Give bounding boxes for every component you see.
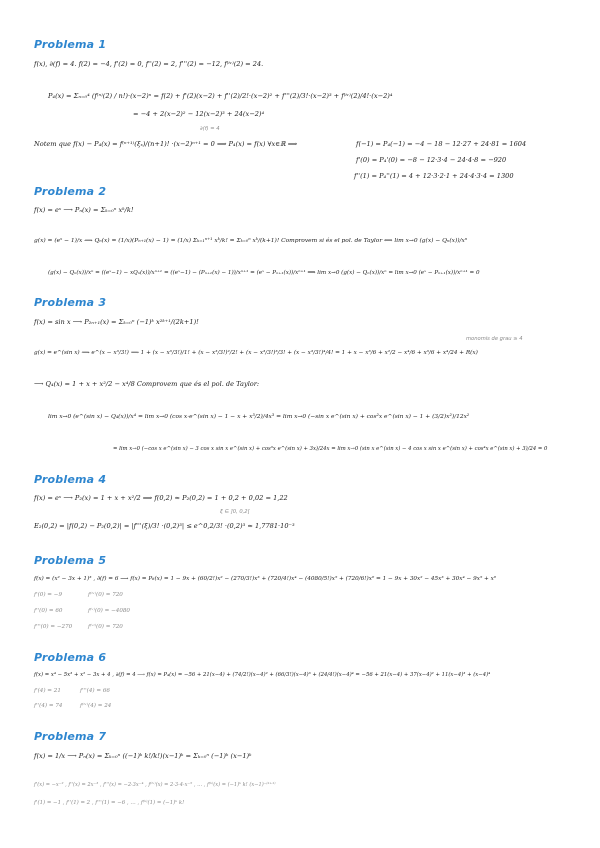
- problem-3-line: f(x) = sin x ⟶ P₂ₙ₊₁(x) = Σₖ₌₀ⁿ (−1)ᵏ x²ᵏ⁺¹/(2k+1)!: [34, 318, 199, 326]
- problem-4-line: E₂(0,2) = |f(0,2) − P₂(0,2)| = |f'''(ξ)/3! ·(0,2)³| ≤ e^0,2/3! ·(0,2)³ ≈ 1,7781·10⁻³: [34, 522, 295, 530]
- problem-6-aside: f''(4) = 74: [34, 703, 63, 709]
- problem-1-line: = −4 + 2(x−2)² − 12(x−2)³ + 24(x−2)⁴: [133, 110, 265, 118]
- problem-5-aside: f⁽ᵛⁱ⁾(0) = 720: [88, 624, 123, 630]
- problem-3-line: lim x→0 (e^(sin x) − Q₄(x))/x⁴ = lim x→0 (cos x·e^(sin x) − 1 − x + x³/2)/4x³ = lim x→0 (−sin x e^(sin x) + cos²x e^(sin x) − 1 + (3/2)x²)/12x²: [48, 414, 470, 420]
- problem-5-aside: f⁽ⁱᵛ⁾(0) = 720: [88, 592, 123, 598]
- problem-2-line: f(x) = eˣ ⟶ Pₙ(x) = Σₖ₌₀ⁿ xᵏ/k!: [34, 206, 134, 214]
- problem-6-aside: f⁽ⁱᵛ⁾(4) = 24: [80, 703, 112, 709]
- problem-1-line: f'(0) = P₄'(0) = −8 − 12·3·4 − 24·4·8 = −920: [356, 156, 507, 164]
- problem-3-note: monomis de grau ≥ 4: [466, 336, 523, 342]
- problem-5-aside: f'''(0) = −270: [34, 624, 73, 630]
- problem-7-aside: f'(x) = −x⁻² , f''(x) = 2x⁻³ , f'''(x) = −2·3x⁻⁴ , f⁽ⁱᵛ⁾(x) = 2·3·4·x⁻⁵ , … , f⁽ᵏ⁾(x) = (−1)ᵏ k! (x−1)⁻⁽ᵏ⁺¹⁾: [34, 782, 276, 788]
- problem-6-aside: f'''(4) = 66: [80, 688, 110, 694]
- problem-1-line: f(x), ∂(f) = 4. f(2) = −4, f'(2) = 0, f''(2) = 2, f'''(2) = −12, f⁽ⁱᵛ⁾(2) = 24.: [34, 60, 264, 68]
- problem-2-title: Problema 2: [34, 185, 107, 198]
- problem-3-line: ⟶ Q₄(x) = 1 + x + x²/2 − x⁴/8 Comprovem que és el pol. de Taylor:: [34, 380, 260, 388]
- problem-7-line: f(x) = 1/x ⟶ Pₙ(x) = Σₖ₌₀ⁿ ((−1)ᵏ k!/k!)(x−1)ᵏ = Σₖ₌₀ⁿ (−1)ᵏ (x−1)ᵏ: [34, 752, 252, 760]
- problem-2-line: g(x) = (eˣ − 1)/x ⟿ Qₙ(x) = (1/x)(Pₙ₊₁(x) − 1) = (1/x) Σₖ₌₁ⁿ⁺¹ xᵏ/k! = Σₖ₌₀ⁿ xᵏ/(k+1)! Comprovem si és el pol. de Taylor ⟺ lim x→0 (g(x) − Qₙ(x))/xⁿ: [34, 238, 468, 244]
- problem-1-line: Notem que f(x) − P₄(x) = f⁽ⁿ⁺¹⁾(ξₓ)/(n+1)! ·(x−2)ⁿ⁺¹ = 0 ⟹ P₄(x) = f(x) ∀x∈ℝ ⟹: [34, 140, 298, 148]
- problem-5-aside: f⁽ᵛ⁾(0) = −4080: [88, 608, 130, 614]
- problem-4-note: ξ ∈ ]0, 0,2[: [220, 509, 250, 515]
- problem-6-line: f(x) = x⁴ − 5x³ + x² − 3x + 4 , ∂(f) = 4 ⟶ f(x) = P₄(x) = −56 + 21(x−4) + (74/2!)(x−4)² + (66/3!)(x−4)³ + (24/4!)(x−4)⁴ = −56 + 21(x−4) + 37(x−4)² + 11(x−4)³ + (x−4)⁴: [34, 672, 491, 678]
- problem-6-title: Problema 6: [34, 651, 107, 664]
- problem-4-line: f(x) = eˣ ⟶ P₂(x) = 1 + x + x²/2 ⟹ f(0,2) ≈ P₂(0,2) = 1 + 0,2 + 0,02 = 1,22: [34, 494, 288, 502]
- problem-1-note: ∂(f) = 4: [200, 126, 220, 132]
- problem-1-line: f''(1) = P₄''(1) = 4 + 12·3·2·1 + 24·4·3·4 = 1300: [354, 172, 514, 180]
- problem-5-line: f(x) = (x² − 3x + 1)³ , ∂(f) = 6 ⟶ f(x) = P₆(x) = 1 − 9x + (60/2!)x² − (270/3!)x³ + (720/4!)x⁴ − (4080/5!)x⁵ + (720/6!)x⁶ = 1 − 9x + 30x² − 45x³ + 30x⁴ − 9x⁵ + x⁶: [34, 576, 497, 582]
- problem-1-line: P₄(x) = Σₙ₌₀⁴ (f⁽ⁿ⁾(2) / n!)·(x−2)ⁿ = f(2) + f'(2)(x−2) + f''(2)/2!·(x−2)² + f'''(2)/3!·(x−2)³ + f⁽ⁱᵛ⁾(2)/4!·(x−2)⁴: [48, 92, 393, 100]
- problem-5-aside: f'(0) = −9: [34, 592, 63, 598]
- problem-3-line: = lim x→0 (−cos x e^(sin x) − 3 cos x sin x e^(sin x) + cos³x e^(sin x) + 3x)/24x = lim x→0 (sin x e^(sin x) − 4 cos x sin x e^(sin x) + cos⁴x e^(sin x) + 3)/24 = 0: [113, 446, 548, 452]
- problem-1-title: Problema 1: [34, 38, 107, 51]
- problem-4-title: Problema 4: [34, 473, 107, 486]
- problem-7-title: Problema 7: [34, 730, 107, 743]
- problem-3-line: g(x) = e^(sin x) ⟿ e^(x − x³/3!) ⟿ 1 + (x − x³/3!)/1! + (x − x³/3!)²/2! + (x − x³/3!)³/3! + (x − x³/3!)⁴/4! = 1 + x − x³/6 + x²/2 − x⁴/6 + x³/6 + x⁴/24 + R(x): [34, 350, 478, 356]
- problem-3-title: Problema 3: [34, 296, 107, 309]
- problem-6-aside: f'(4) = 21: [34, 688, 61, 694]
- problem-5-title: Problema 5: [34, 554, 107, 567]
- problem-5-aside: f''(0) = 60: [34, 608, 63, 614]
- problem-1-line: f(−1) = P₄(−1) = −4 − 18 − 12·27 + 24·81 = 1604: [356, 140, 527, 148]
- problem-2-line: (g(x) − Qₙ(x))/xⁿ = ((eˣ−1) − xQₙ(x))/xⁿ⁺¹ = ((eˣ−1) − (Pₙ₊₁(x) − 1))/xⁿ⁺¹ = (eˣ − Pₙ₊₁(x))/xⁿ⁺¹ ⟹ lim x→0 (g(x) − Qₙ(x))/xⁿ = lim x→0 (eˣ − Pₙ₊₁(x))/xⁿ⁺¹ = 0: [48, 270, 480, 276]
- problem-7-aside: f'(1) = −1 , f''(1) = 2 , f'''(1) = −6 , … , f⁽ᵏ⁾(1) = (−1)ᵏ k!: [34, 800, 185, 806]
